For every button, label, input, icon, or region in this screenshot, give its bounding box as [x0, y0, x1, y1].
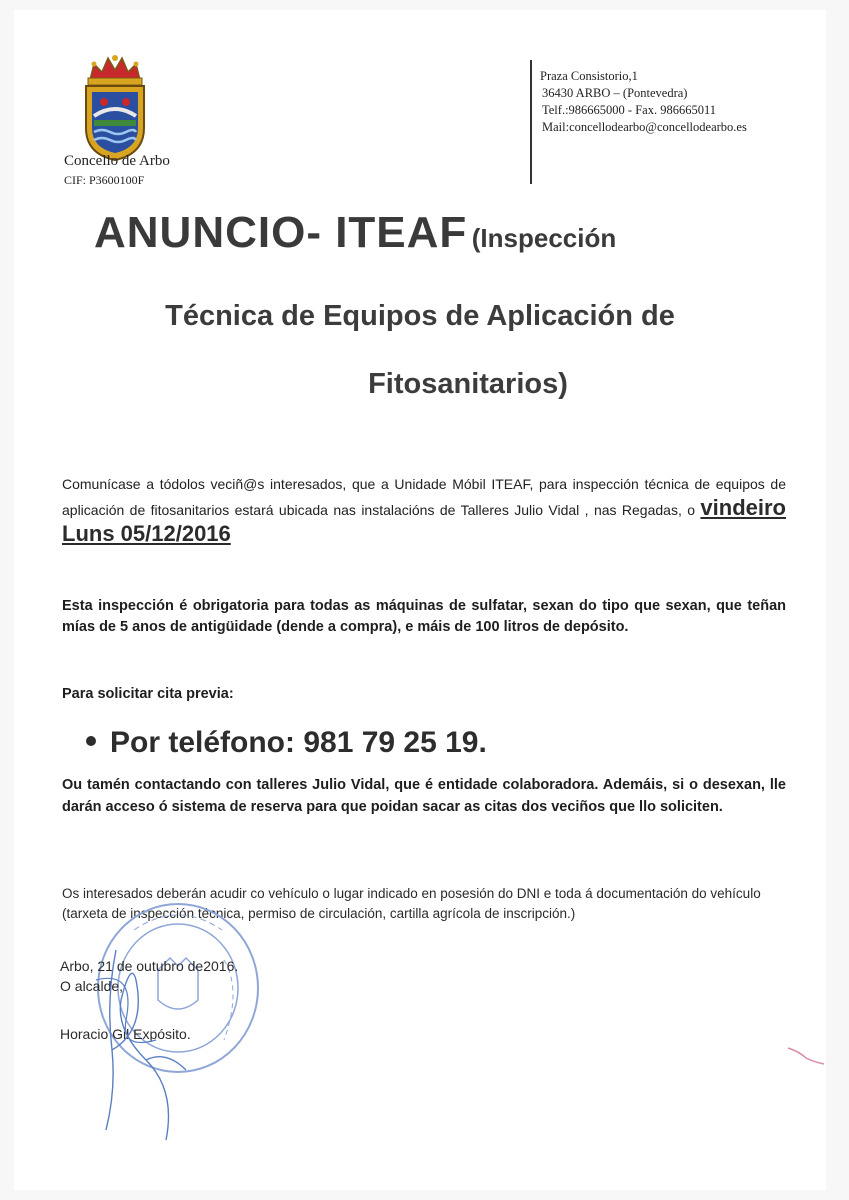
signatory-name: Horacio Gil Expósito.	[60, 1026, 191, 1042]
org-cif: CIF: P3600100F	[64, 173, 145, 187]
coat-of-arms-icon	[72, 50, 158, 162]
announcement-paragraph	[62, 472, 786, 548]
title-suffix: (Inspección	[471, 223, 617, 253]
pen-mark-icon	[786, 1042, 826, 1066]
requirements-paragraph: Os interesados deberán acudir co vehículo o lugar indicado en posesión do DNI e toda á documentación do vehículo (tarxeta de inspección técnica, permiso de circulación, cartilla agrícola de inscripción.)	[62, 886, 761, 921]
address-block	[540, 68, 747, 136]
signature-place-date: Arbo, 21 de outubro de2016.	[60, 958, 239, 974]
bullet-icon	[86, 736, 96, 746]
document-page	[14, 10, 826, 1190]
title-main: ANUNCIO- ITEAF	[94, 208, 468, 257]
contact-paragraph: Ou tamén contactando con talleres Julio Vidal, que é entidade colaboradora. Ademáis, si o desexan, lle darán acceso ó sistema de reserva para que poidan sacar as citas dos veciños que llo soliciten.	[62, 777, 786, 815]
page-title	[94, 208, 616, 258]
phone-text: Por teléfono: 981 79 25 19.	[110, 726, 487, 759]
signature-role: O alcalde,	[60, 978, 124, 994]
announcement-date: vindeiro Luns 05/12/2016	[62, 495, 786, 546]
address-street: Praza Consistorio,1	[540, 69, 638, 83]
address-postal: 36430 ARBO – (Pontevedra)	[542, 86, 688, 100]
obligation-paragraph: Esta inspección é obrigatoria para todas as máquinas de sulfatar, sexan do tipo que sexan, que teñan mías de 5 anos de antigüidade (dende a compra), e máis de 100 litros de depósito.	[62, 598, 786, 635]
address-email: Mail:concellodearbo@concellodearbo.es	[542, 120, 747, 134]
header-divider	[530, 60, 532, 184]
title-line-2: Técnica de Equipos de Aplicación de	[165, 300, 675, 332]
title-line-3: Fitosanitarios)	[368, 368, 568, 400]
appointment-heading: Para solicitar cita previa:	[62, 686, 234, 702]
org-name: Concello de Arbo	[64, 153, 170, 169]
announcement-text: Comunícase a tódolos veciñ@s interesados, que a Unidade Móbil ITEAF, para inspección técnica de equipos de aplicación de fitosanitarios estará ubicada nas instalacións de Talleres Julio Vidal , nas Regadas, o	[62, 476, 786, 518]
address-phone: Telf.:986665000 - Fax. 986665011	[542, 103, 716, 117]
phone-line	[86, 726, 487, 760]
handwritten-signature-icon	[76, 940, 226, 1160]
